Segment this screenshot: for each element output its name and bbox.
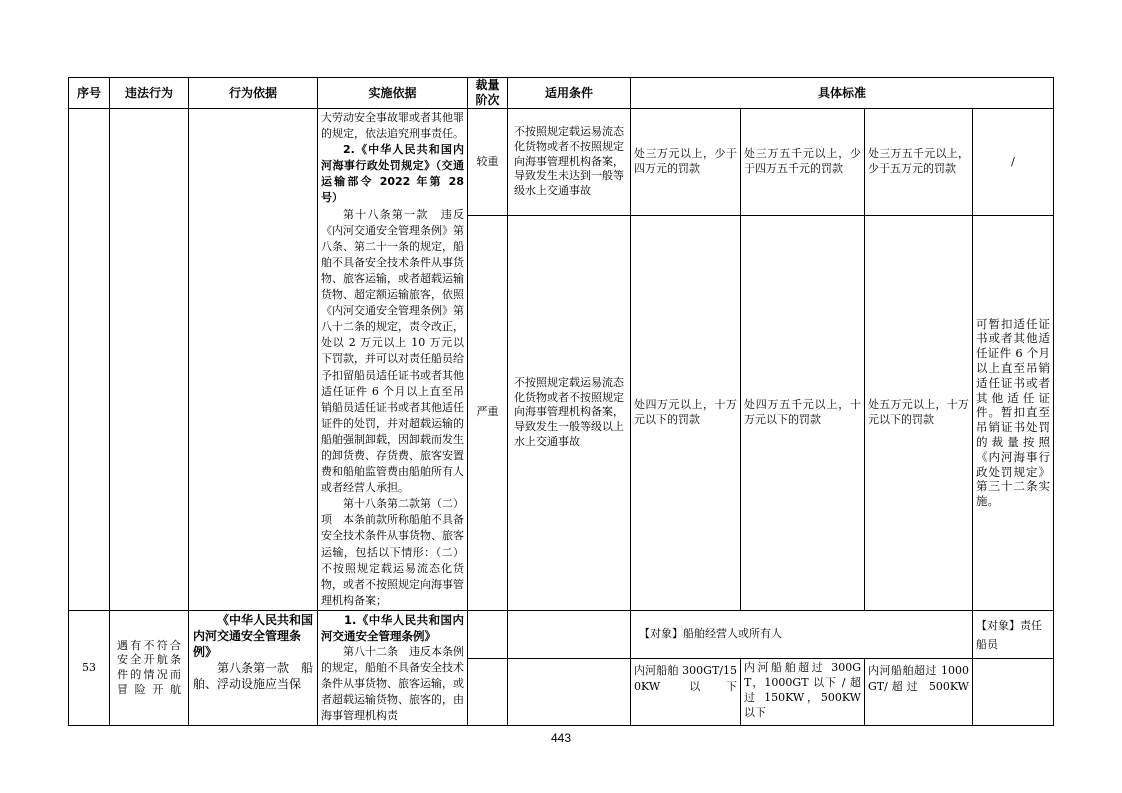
standard-cell: 处五万元以上，十万元以下的罚款 bbox=[865, 215, 973, 610]
row53-basis-title: 《中华人民共和国内河交通安全管理条例》 bbox=[193, 612, 314, 659]
cont-basis-cell bbox=[189, 109, 318, 611]
row53-cond-cell bbox=[508, 610, 631, 659]
row53-std-medium: 内河船舶超过 300GT，1000GT 以下 / 超过 150KW，500KW 以下 bbox=[741, 659, 865, 725]
cont-seq-cell bbox=[69, 109, 110, 611]
standard-cell: 处三万元以上，少于四万元的罚款 bbox=[631, 109, 741, 216]
standard-cell: 处三万五千元以上，少于四万五千元的罚款 bbox=[741, 109, 865, 216]
header-std: 具体标准 bbox=[631, 78, 1054, 109]
standard-cell: 处四万元以上，十万元以下的罚款 bbox=[631, 215, 741, 610]
standard-cell: / bbox=[973, 109, 1054, 216]
condition-cell: 不按照规定载运易流态化货物或者不按照规定向海事管理机构备案，导致发生一般等级以上水上交通事故 bbox=[508, 215, 631, 610]
row53-impl-title: 1.《中华人民共和国内河交通安全管理条例》 bbox=[321, 612, 464, 643]
header-basis: 行为依据 bbox=[189, 78, 318, 109]
header-level: 裁量阶次 bbox=[468, 78, 508, 109]
row53-seq: 53 bbox=[69, 610, 110, 725]
row53-std-crew bbox=[973, 659, 1054, 725]
condition-cell: 不按照规定载运易流态化货物或者不按照规定向海事管理机构备案，导致发生未达到一般等级水上交通事故 bbox=[508, 109, 631, 216]
table-row-53-target bbox=[69, 610, 1054, 659]
row53-impl bbox=[318, 610, 468, 725]
level-cell: 较重 bbox=[468, 109, 508, 216]
row53-level-cell bbox=[468, 659, 508, 725]
row53-target-crew: 【对象】责任船员 bbox=[973, 610, 1054, 659]
page-number: 443 bbox=[550, 731, 572, 745]
row53-cond-cell bbox=[508, 659, 631, 725]
cont-violation-cell bbox=[110, 109, 189, 611]
row53-basis bbox=[189, 610, 318, 725]
impl-para: 第十八条第一款 违反《内河交通安全管理条例》第八条、第二十一条的规定，船舶不具备安全技术条件从事货物、旅客运输，或者超载运输货物、超定额运输旅客，依照《内河交通安全管理条例》第八十二条的规定，责令改正，处以 2 万元以上 10 万元以下罚款，并可以对责任船员给予扣留船员适任证书或者其他适任证件 6 个月以上直至吊销船员适任证书或者其他适任证件的处罚，并对超载运输的船舶强制卸载，因卸载而发生的卸货费、存货费、旅客安置费和船舶监管费由船舶所有人或者经营人承担。 bbox=[321, 207, 464, 495]
impl-para: 第十八条第二款第（二）项 本条前款所称船舶不具备安全技术条件从事货物、旅客运输，包括以下情形：（二）不按照规定载运易流态化货物，或者不按照规定向海事管理机构备案； bbox=[321, 497, 464, 607]
standard-cell: 可暂扣适任证书或者其他适任证件 6 个月以上直至吊销适任证书或者其他适任证件。暂扣直至吊销证书处罚的裁量按照《内河海事行政处罚规定》第三十二条实施。 bbox=[973, 215, 1054, 610]
table-row-cont-heavy bbox=[69, 109, 1054, 216]
row53-level-cell bbox=[468, 610, 508, 659]
impl-para-title: 2.《中华人民共和国内河海事行政处罚规定》（交通运输部令 2022 年第 28 号） bbox=[321, 143, 464, 205]
header-impl: 实施依据 bbox=[318, 78, 468, 109]
standard-cell: 处三万五千元以上，少于五万元的罚款 bbox=[865, 109, 973, 216]
row53-impl-text: 第八十二条 违反本条例的规定，船舶不具备安全技术条件从事货物、旅客运输，或者超载运输货物、旅客的，由海事管理机构责 bbox=[321, 644, 464, 722]
standard-cell: 处四万五千元以上，十万元以下的罚款 bbox=[741, 215, 865, 610]
level-cell: 严重 bbox=[468, 215, 508, 610]
cont-impl-cell bbox=[318, 109, 468, 611]
row53-target-main: 【对象】船舶经营人或所有人 bbox=[631, 610, 973, 659]
row53-basis-text: 第八条第一款 船舶、浮动设施应当保 bbox=[193, 660, 314, 691]
impl-para: 大劳动安全事故罪或者其他罪的规定，依法追究刑事责任。 bbox=[321, 111, 464, 141]
regulation-table bbox=[68, 77, 1054, 726]
header-row bbox=[69, 78, 1054, 109]
row53-std-large: 内河船舶超过 1000GT/超过 500KW bbox=[865, 659, 973, 725]
row53-std-small: 内河船舶 300GT/150KW 以下 bbox=[631, 659, 741, 725]
row53-violation: 遇有不符合安全开航条件的情况而冒险开航 bbox=[110, 610, 189, 725]
header-violation: 违法行为 bbox=[110, 78, 189, 109]
header-seq: 序号 bbox=[69, 78, 110, 109]
header-cond: 适用条件 bbox=[508, 78, 631, 109]
